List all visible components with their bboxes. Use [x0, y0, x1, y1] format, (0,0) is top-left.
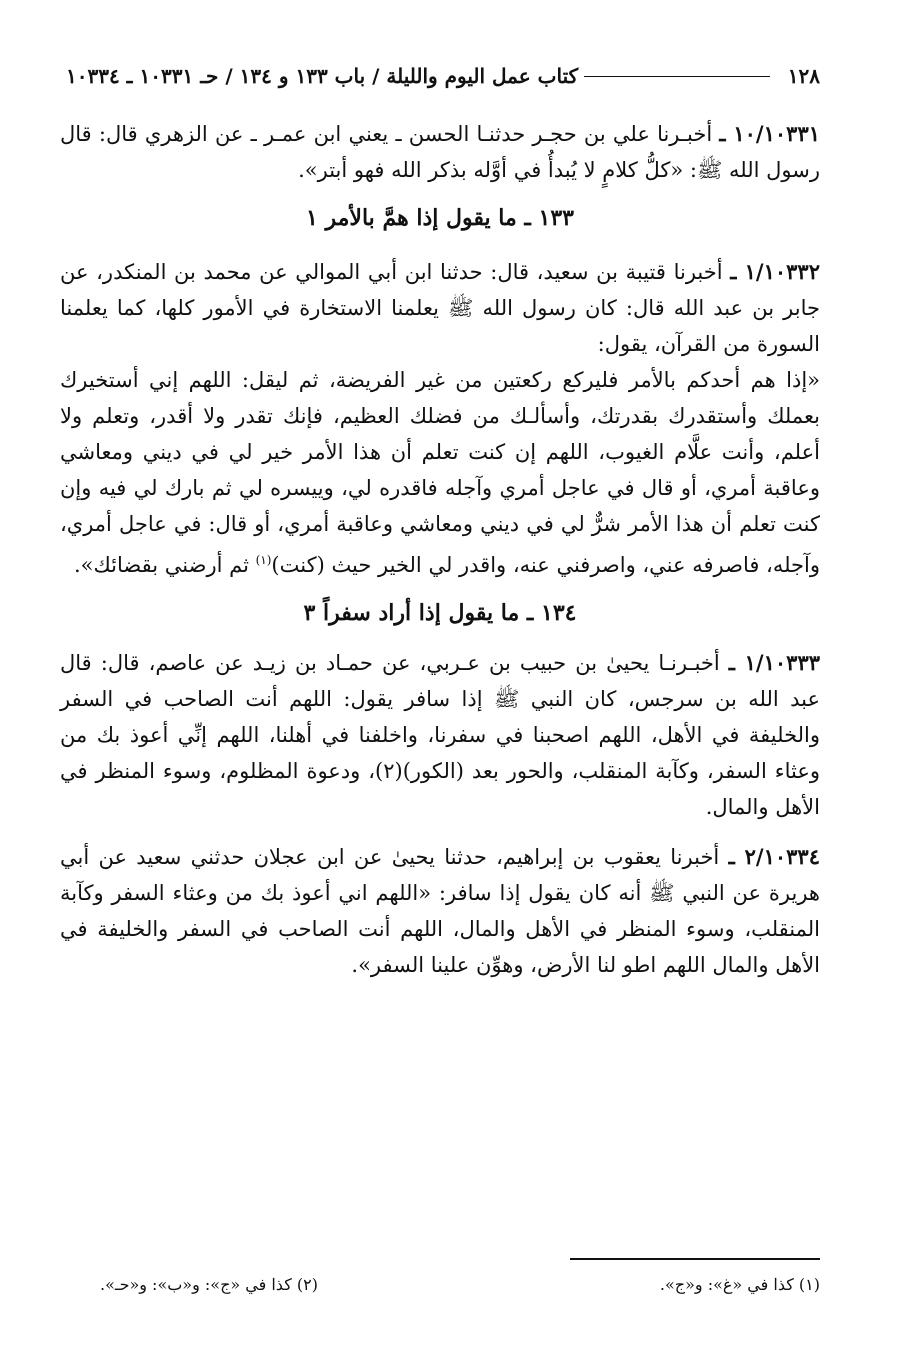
hadith-number: ١/١٠٣٣٣ ـ — [728, 650, 821, 675]
hadith-number: ٢/١٠٣٣٤ ـ — [728, 844, 820, 869]
hadith-number: ١٠/١٠٣٣١ ـ — [719, 121, 820, 146]
page-number: ١٢٨ — [787, 64, 820, 88]
footnote-1: (١) كذا في «غ»: و«ج». — [659, 1275, 820, 1294]
running-title: كتاب عمل اليوم والليلة / باب ١٣٣ و ١٣٤ / حـ ١٠٣٣١ ـ ١٠٣٣٤ — [66, 64, 579, 88]
hadith-number: ١/١٠٣٣٢ ـ — [730, 259, 820, 284]
hadith-text: أخبرنا يعقوب بن إبراهيم، حدثنا يحيىٰ عن ابن عجلان حدثني سعيد عن أبي هريرة عن النبي ﷺ أنه كان يقول إذا سافر: «اللهم اني أعوذ بك من وعثاء السفر وكآبة المنقلب، وسوء المنظر في الأهل والمال، اللهم أنت الصاحب في السفر والخليفة في الأهل والمال اللهم اطو لنا الأرض، وهوِّن علينا السفر». — [60, 845, 820, 977]
running-header — [60, 58, 820, 94]
hadith-text: أخبـرنا علي بن حجـر حدثنـا الحسن ـ يعني ابن عمـر ـ عن الزهري قال: قال رسول الله ﷺ: «كلُّ كلامٍ لا يُبدأُ في أوَّله بذكر الله فهو أبتر». — [60, 122, 820, 182]
hadith-10331 — [60, 116, 820, 188]
footnote-ref-1: (١) — [255, 553, 272, 567]
dua-text: «إذا هم أحدكم بالأمر فليركع ركعتين من غير الفريضة، ثم ليقل: اللهم إني أستخيرك بعملك وأستقدرك بقدرتك، وأسألـك من فضلك العظيم، فإنك تقدر ولا أقدر، وتعلم ولا أعلم، وأنت علَّام الغيوب، اللهم إن كنت تعلم أن هذا الأمر خير لي في ديني ومعاشي وعاقبة أمري، أو قال في عاجل أمري وآجله فاقدره لي، وييسره لي ثم بارك لي فيه وإن كنت تعلم أن هذا الأمر شرٌّ لي في ديني ومعاشي وعاقبة أمري، أو قال: في عاجل أمري، وآجله، فاصرفه عني، واصرفني عنه، واقدر لي الخير حيث (كنت) — [60, 368, 820, 577]
hadith-text: أخبرنا قتيبة بن سعيد، قال: حدثنا ابن أبي الموالي عن محمد بن المنكدر، عن جابر بن عبد الله قال: كان رسول الله ﷺ يعلمنا الاستخارة في الأمور كلها، كما يعلمنا السورة من القرآن، يقول: — [60, 260, 820, 356]
chapter-heading-134: ١٣٤ ـ ما يقول إذا أراد سفراً ٣ — [303, 600, 577, 626]
hadith-10334 — [60, 839, 820, 983]
hadith-10332-dua — [60, 362, 820, 583]
footnotes — [100, 1272, 820, 1298]
footnote-2: (٢) كذا في «ج»: و«ب»: و«حـ». — [100, 1275, 318, 1294]
chapter-heading-133: ١٣٣ ـ ما يقول إذا همَّ بالأمر ١ — [306, 205, 574, 231]
page — [60, 58, 820, 983]
hadith-10332 — [60, 254, 820, 362]
footnote-rule — [570, 1258, 820, 1260]
hadith-text: أخبـرنـا يحيىٰ بن حبيب بن عـربي، عن حمـاد بن زيـد عن عاصم، قال: قال عبد الله بن سرجس، كان النبي ﷺ إذا سافر يقول: اللهم أنت الصاحب في السفر والخليفة في الأهل، اللهم اصحبنا في سفرنا، واخلفنا في أهلنا، اللهم إنِّي أعوذ بك من وعثاء السفر، وكآبة المنقلب، والحور بعد (الكور)(٢)، ودعوة المظلوم، وسوء المنظر في الأهل والمال. — [60, 651, 820, 819]
hadith-10333 — [60, 645, 820, 825]
dua-tail: ثم أرضني بقضائك». — [73, 553, 256, 577]
header-rule — [584, 76, 770, 77]
